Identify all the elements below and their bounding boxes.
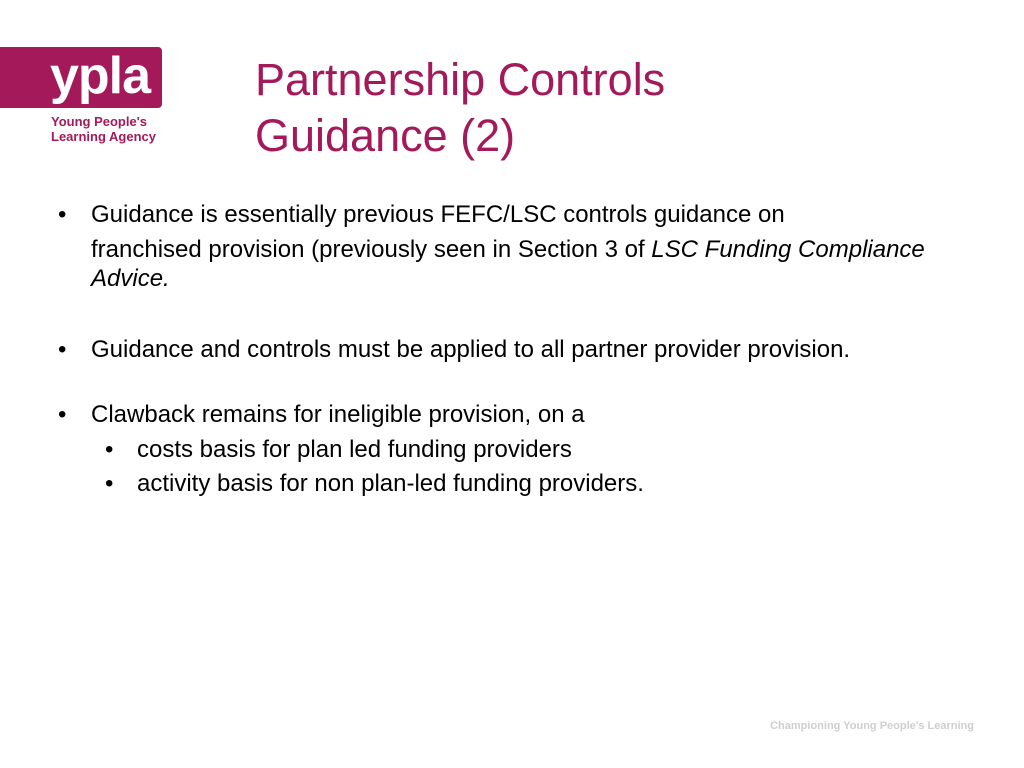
sub-bullet-list [91,433,945,501]
logo-subtitle-line2: Learning Agency [51,129,156,144]
bullet-item-controls [55,335,945,364]
bullet-guidance-italic: LSC Funding Compliance Advice. [91,236,925,292]
footer-tagline: Championing Young People's Learning [770,720,974,732]
slide-title-line2: Guidance (2) [255,110,516,161]
bullet-clawback-text: Clawback remains for ineligible provision, on a [91,401,585,428]
bullet-guidance-line2: franchised provision (previously seen in Section 3 of [91,236,652,263]
sub-bullet-costs: • costs basis for plan led funding providers [91,433,945,467]
bullet-item-clawback [55,400,945,501]
bullet-item-guidance [55,200,945,293]
logo-subtitle-line1: Young People's [51,114,148,129]
logo-wordmark: ypla [50,47,151,105]
bullet-list [55,200,945,501]
bullet-controls-text: Guidance and controls must be applied to all partner provider provision. [91,336,851,363]
logo-subtitle [51,114,181,144]
bullet-guidance-line1: • Guidance is essentially previous FEFC/LSC controls guidance on [91,201,785,228]
slide-title-line1: Partnership Controls [255,54,666,105]
slide-title [255,52,955,164]
sub-bullet-activity: • activity basis for non plan-led funding providers. [91,467,945,501]
